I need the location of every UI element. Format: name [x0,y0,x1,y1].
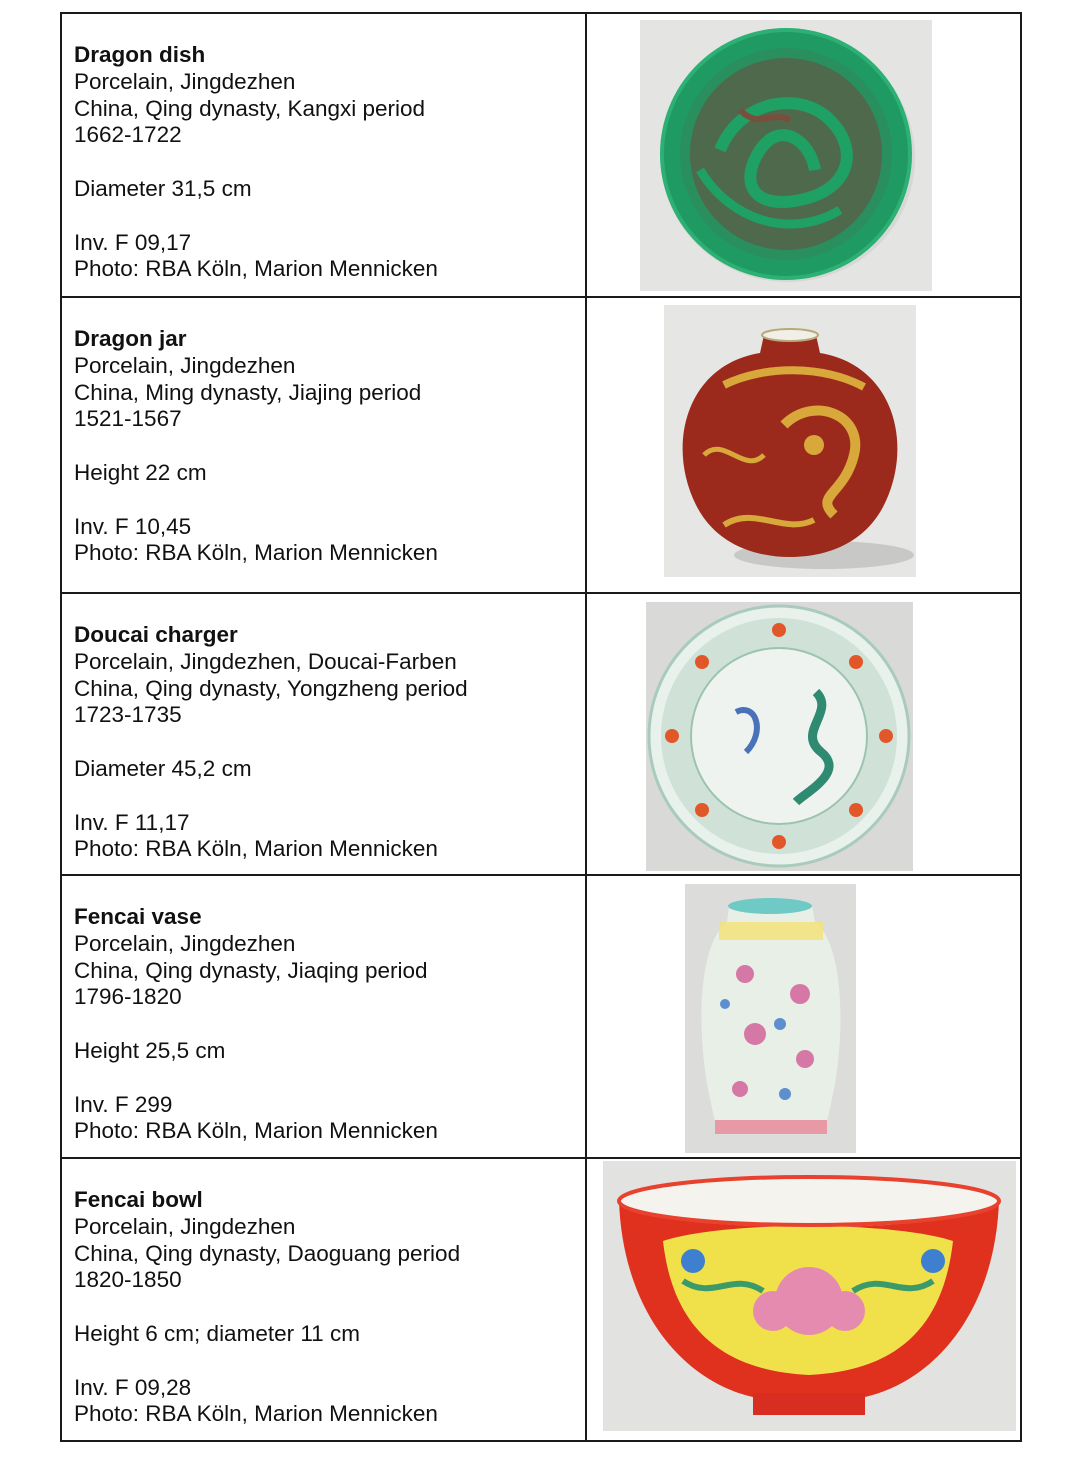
object-entry [62,594,585,863]
object-entry [62,14,585,283]
object-title: Fencai vase [74,904,202,929]
object-inventory: Inv. F 09,17 [74,229,192,255]
table-row [61,297,1021,593]
object-inventory: Inv. F 11,17 [74,809,190,835]
object-entry [62,876,585,1145]
fencai-bowl-photo [603,1161,1016,1431]
table-row [61,13,1021,297]
object-origin: China, Qing dynasty, Daoguang period [74,1240,461,1266]
object-origin: China, Qing dynasty, Yongzheng period [74,675,468,701]
object-date: 1796-1820 [74,984,182,1010]
photo-credit: Photo: RBA Köln, Marion Mennicken [74,1118,438,1144]
object-date: 1521-1567 [74,406,182,432]
object-dimensions: Diameter 31,5 cm [74,175,252,201]
object-image-cell [586,13,1021,297]
object-text-cell [61,297,586,593]
object-material: Porcelain, Jingdezhen [74,352,296,378]
green-dragon-dish-photo [640,20,932,291]
object-text-cell [61,875,586,1158]
object-date: 1662-1722 [74,122,182,148]
object-origin: China, Ming dynasty, Jiajing period [74,379,422,405]
object-title: Fencai bowl [74,1187,203,1212]
object-date: 1820-1850 [74,1267,182,1293]
object-image-cell [586,875,1021,1158]
object-dimensions: Height 22 cm [74,459,207,485]
table-row [61,1158,1021,1441]
object-origin: China, Qing dynasty, Jiaqing period [74,957,428,983]
object-material: Porcelain, Jingdezhen [74,1213,296,1239]
object-title: Doucai charger [74,622,238,647]
object-text-cell [61,593,586,875]
doucai-charger-photo [646,602,913,871]
object-material: Porcelain, Jingdezhen, Doucai-Farben [74,648,457,674]
object-date: 1723-1735 [74,702,182,728]
object-text-cell [61,13,586,297]
photo-credit: Photo: RBA Köln, Marion Mennicken [74,540,438,566]
table-row [61,593,1021,875]
object-title: Dragon dish [74,42,206,67]
fencai-vase-photo [685,884,856,1153]
object-dimensions: Height 25,5 cm [74,1037,226,1063]
object-text-cell [61,1158,586,1441]
object-material: Porcelain, Jingdezhen [74,930,296,956]
object-inventory: Inv. F 09,28 [74,1374,192,1400]
object-entry [62,1159,585,1428]
object-origin: China, Qing dynasty, Kangxi period [74,95,426,121]
photo-credit: Photo: RBA Köln, Marion Mennicken [74,256,438,282]
table-row [61,875,1021,1158]
object-inventory: Inv. F 299 [74,1091,173,1117]
object-image-cell [586,1158,1021,1441]
object-image-cell [586,593,1021,875]
photo-credit: Photo: RBA Köln, Marion Mennicken [74,1401,438,1427]
object-material: Porcelain, Jingdezhen [74,68,296,94]
object-entry [62,298,585,567]
object-image-cell [586,297,1021,593]
photo-credit: Photo: RBA Köln, Marion Mennicken [74,836,438,862]
object-dimensions: Diameter 45,2 cm [74,755,252,781]
object-title: Dragon jar [74,326,187,351]
catalog-table [60,12,1022,1442]
red-gold-dragon-jar-photo [664,305,916,577]
object-inventory: Inv. F 10,45 [74,513,192,539]
object-dimensions: Height 6 cm; diameter 11 cm [74,1320,360,1346]
